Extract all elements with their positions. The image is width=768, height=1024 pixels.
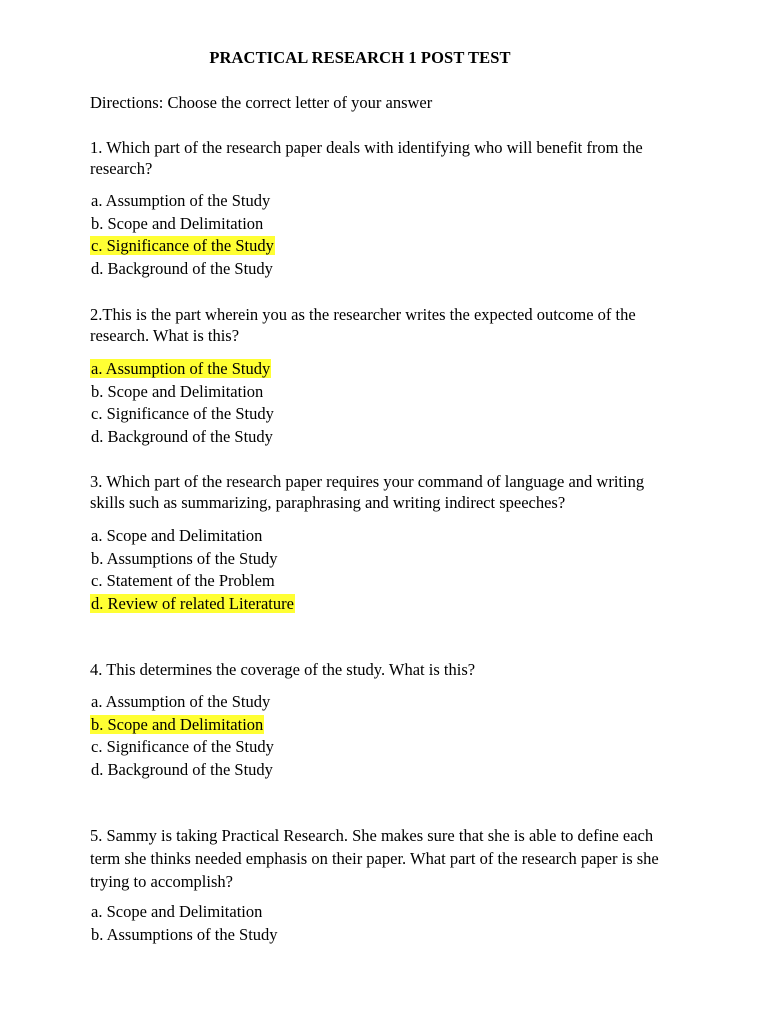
option-label: d. Background of the Study <box>91 426 273 446</box>
option <box>90 924 279 947</box>
option <box>90 570 295 593</box>
question-5-text: 5. Sammy is taking Practical Research. She makes sure that she is able to define each term she thinks needed emphasis on their paper. What part of the research paper is she trying to accomplish? <box>90 826 659 891</box>
option <box>90 759 275 782</box>
question-3-text: 3. Which part of the research paper requires your command of language and writing skills such as summarizing, paraphrasing and writing indirect speeches? <box>90 472 645 512</box>
question-5-options <box>90 901 279 946</box>
document-title: PRACTICAL RESEARCH 1 POST TEST <box>209 48 511 67</box>
option <box>90 213 275 236</box>
option <box>90 403 275 426</box>
option <box>90 190 275 213</box>
option-highlighted <box>90 358 275 381</box>
option <box>90 691 275 714</box>
option <box>90 258 275 281</box>
option-label-highlighted: c. Significance of the Study <box>91 236 274 255</box>
option <box>90 901 279 924</box>
option-label: d. Background of the Study <box>91 258 273 278</box>
option-label: c. Significance of the Study <box>91 404 274 423</box>
option-label: b. Scope and Delimitation <box>91 381 264 401</box>
question-2-options <box>90 358 275 448</box>
question-1-options <box>90 190 275 280</box>
option-label-highlighted: b. Scope and Delimitation <box>91 714 264 734</box>
question-4-text: 4. This determines the coverage of the study. What is this? <box>90 660 476 679</box>
option-label-highlighted: a. Assumption of the Study <box>91 359 271 378</box>
option-label: b. Assumptions of the Study <box>91 924 278 944</box>
option-label: d. Background of the Study <box>91 759 273 779</box>
directions-text: Directions: Choose the correct letter of your answer <box>90 93 433 112</box>
question-1-text: 1. Which part of the research paper deals with identifying who will benefit from the research? <box>90 138 643 178</box>
option <box>90 426 275 449</box>
option <box>90 548 295 571</box>
question-4-options <box>90 691 275 781</box>
question-2-text: 2.This is the part wherein you as the researcher writes the expected outcome of the research. What is this? <box>90 305 636 345</box>
option-label-highlighted: d. Review of related Literature <box>91 593 294 613</box>
option-label: a. Scope and Delimitation <box>91 902 263 921</box>
option-label: a. Assumption of the Study <box>91 191 271 210</box>
question-3-options <box>90 525 295 615</box>
option-label: a. Scope and Delimitation <box>91 526 263 545</box>
option-highlighted <box>90 235 275 258</box>
option-label: b. Assumptions of the Study <box>91 548 278 568</box>
option-label: c. Significance of the Study <box>91 737 274 756</box>
option-label: a. Assumption of the Study <box>91 692 271 711</box>
option <box>90 736 275 759</box>
option-label: c. Statement of the Problem <box>91 571 275 590</box>
option <box>90 525 295 548</box>
option <box>90 381 275 404</box>
option-highlighted <box>90 714 275 737</box>
option-highlighted <box>90 593 295 616</box>
option-label: b. Scope and Delimitation <box>91 213 264 233</box>
